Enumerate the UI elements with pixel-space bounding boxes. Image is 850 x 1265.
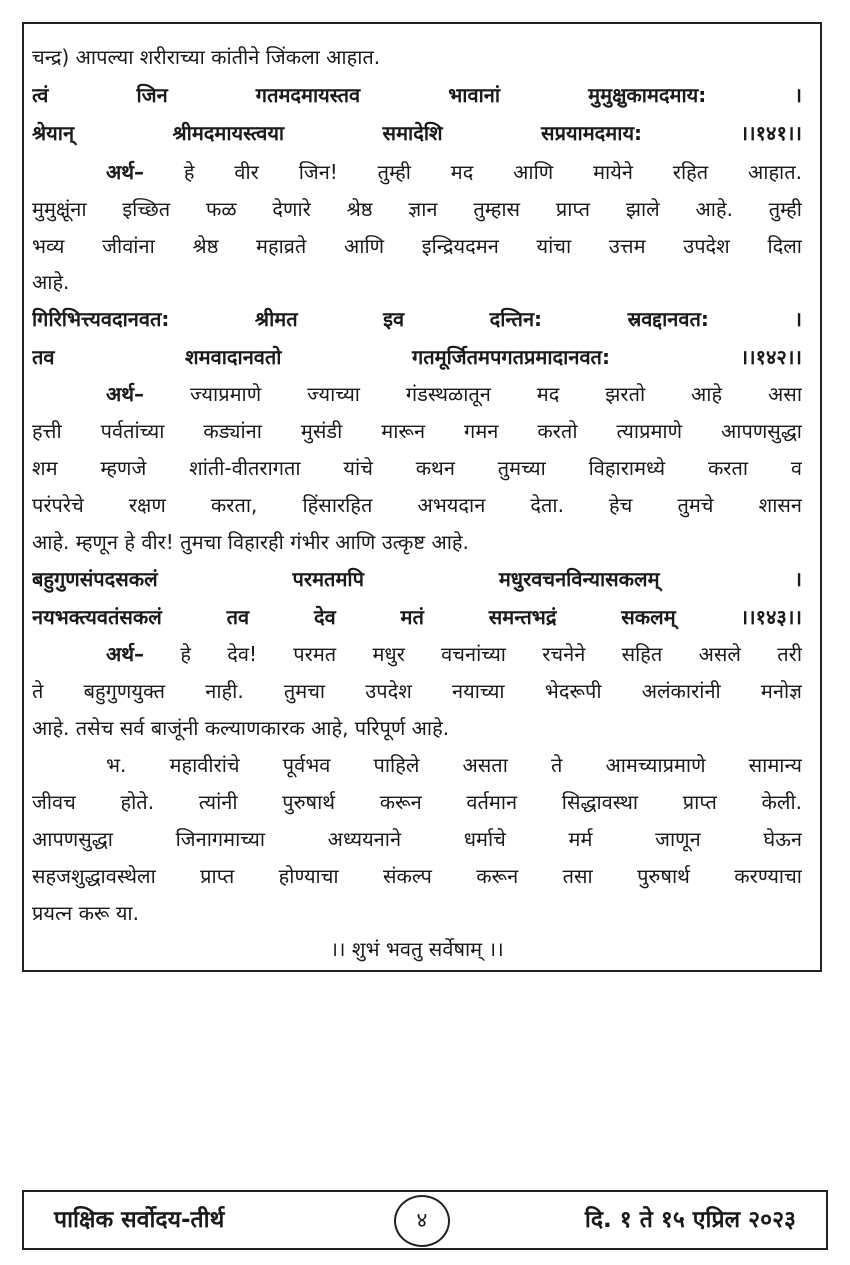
- page-number: ४: [394, 1195, 450, 1247]
- verse-line: श्रेयान् श्रीमदमायस्त्वया समादेशि सप्रयामदमाय: ।।१४१।।: [32, 120, 802, 145]
- text-line: हत्ती पर्वतांच्या कड्यांना मुसंडी मारून गमन करतो त्याप्रमाणे आपणसुद्धा: [32, 419, 802, 444]
- verse-line: त्वं जिन गतमदमायस्तव भावानां मुमुक्षुकामदमाय: ।: [32, 82, 802, 107]
- artha-label: अर्थ–: [106, 642, 145, 667]
- text-line: आहे. तसेच सर्व बाजूंनी कल्याणकारक आहे, परिपूर्ण आहे.: [32, 715, 450, 740]
- verse-line: नयभक्त्यवतंसकलं तव देव मतं समन्तभद्रं सकलम् ।।१४३।।: [32, 604, 802, 629]
- text-line: मुमुक्षूंना इच्छित फळ देणारे श्रेष्ठ ज्ञान तुम्हास प्राप्त झाले आहे. तुम्ही: [32, 196, 802, 221]
- text-line: जीवच होते. त्यांनी पुरुषार्थ करून वर्तमान सिद्धावस्था प्राप्त केली.: [32, 789, 802, 814]
- verse-line: तव शमवादानवतो गतमूर्जितमपगतप्रमादानवत: ।।१४२।।: [32, 345, 802, 370]
- artha-text: हे वीर जिन! तुम्ही मद आणि मायेने रहित आहात.: [183, 159, 802, 184]
- text-line: चन्द्र) आपल्या शरीराच्या कांतीने जिंकला आहात.: [32, 45, 381, 69]
- text-line: प्रयत्न करू या.: [32, 900, 139, 925]
- text-line: [32, 635, 802, 673]
- text-line: आहे.: [32, 270, 70, 295]
- text-line: सहजशुद्धावस्थेला प्राप्त होण्याचा संकल्प करून तसा पुरुषार्थ करण्याचा: [32, 863, 802, 888]
- artha-label: अर्थ–: [106, 159, 145, 184]
- text-line: भव्य जीवांना श्रेष्ठ महाव्रते आणि इन्द्रियदमन यांचा उत्तम उपदेश दिला: [32, 234, 802, 259]
- artha-text: हे देव! परमत मधुर वचनांच्या रचनेने सहित असले तरी: [180, 642, 802, 667]
- text-line: ते बहुगुणयुक्त नाही. तुमचा उपदेश नयाच्या भेदरूपी अलंकारांनी मनोज्ञ: [32, 678, 802, 703]
- artha-text: ज्याप्रमाणे ज्याच्या गंडस्थळातून मद झरतो आहे असा: [189, 382, 802, 407]
- text-line: आपणसुद्धा जिनागमाच्या अध्ययनाने धर्माचे मर्म जाणून घेऊन: [32, 826, 802, 851]
- verse-line: बहुगुणसंपदसकलं परमतमपि मधुरवचनविन्यासकलम् ।: [32, 566, 802, 591]
- text-line: [32, 375, 802, 413]
- page-footer: [22, 1190, 828, 1250]
- text-line: भ. महावीरांचे पूर्वभव पाहिले असता ते आमच्याप्रमाणे सामान्य: [106, 752, 802, 777]
- publication-title: पाक्षिक सर्वोदय-तीर्थ: [54, 1207, 225, 1233]
- issue-date: दि. १ ते १५ एप्रिल २०२३: [584, 1207, 796, 1233]
- verse-line: गिरिभित्त्यवदानवत: श्रीमत इव दन्तिन: स्रवद्दानवत: ।: [32, 307, 802, 332]
- artha-label: अर्थ–: [106, 382, 145, 407]
- closing-blessing: ।। शुभं भवतु सर्वेषाम् ।।: [330, 937, 504, 962]
- text-line: परंपरेचे रक्षण करता, हिंसारहित अभयदान देता. हेच तुमचे शासन: [32, 493, 802, 518]
- text-line: शम म्हणजे शांती-वीतरागता यांचे कथन तुमच्या विहारामध्ये करता व: [32, 456, 802, 481]
- text-line: आहे. म्हणून हे वीर! तुमचा विहारही गंभीर आणि उत्कृष्ट आहे.: [32, 530, 469, 555]
- text-line: [32, 153, 802, 191]
